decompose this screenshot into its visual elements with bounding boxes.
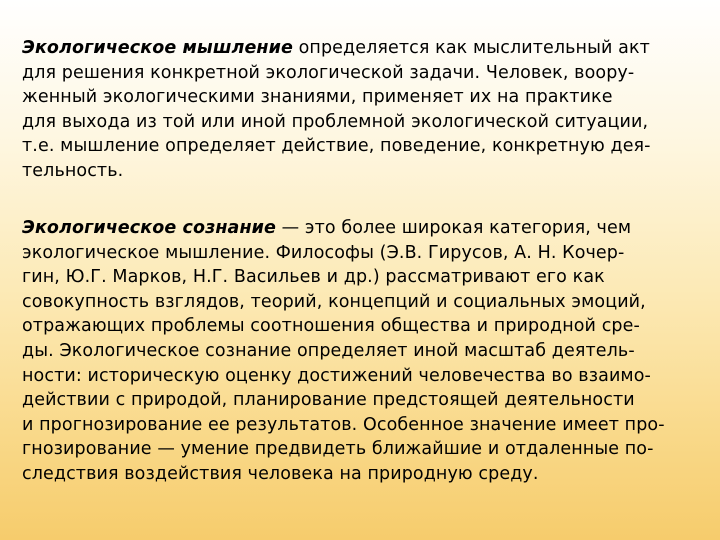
- term-ecological-thinking: Экологическое мышление: [22, 38, 293, 58]
- text-line: действии с природой, планирование предстоящей деятельности: [22, 390, 635, 411]
- text-line: ности: историческую оценку достижений человечества во взаимо-: [22, 365, 651, 386]
- term-ecological-consciousness: Экологическое сознание: [22, 218, 276, 238]
- text-line: гнозирование — умение предвидеть ближайшие и отдаленные по-: [22, 439, 654, 460]
- text-line-content: определяется как мыслительный акт: [292, 38, 650, 58]
- paragraph-ecological-consciousness: [22, 216, 720, 487]
- text-line: совокупность взглядов, теорий, концепций и социальных эмоций,: [22, 291, 646, 312]
- text-line: и прогнозирование ее результатов. Особенное значение имеет про-: [22, 414, 665, 435]
- text-line: [22, 216, 720, 241]
- text-line: следствия воздействия человека на природную среду.: [22, 463, 539, 484]
- text-line: для решения конкретной экологической задачи. Человек, воору-: [22, 62, 635, 83]
- text-line: ды. Экологическое сознание определяет иной масштаб деятель-: [22, 340, 635, 361]
- text-line: [22, 36, 720, 61]
- text-line: отражающих проблемы соотношения общества и природной сре-: [22, 316, 640, 337]
- text-line: для выхода из той или иной проблемной экологической ситуации,: [22, 111, 649, 132]
- text-line: т.е. мышление определяет действие, поведение, конкретную дея-: [22, 136, 651, 157]
- text-line: тельность.: [22, 160, 124, 181]
- text-line: женный экологическими знаниями, применяет их на практике: [22, 87, 613, 108]
- text-line-content: — это более широкая категория, чем: [276, 218, 632, 238]
- text-line: гин, Ю.Г. Марков, Н.Г. Васильев и др.) рассматривают его как: [22, 267, 605, 288]
- text-line: экологическое мышление. Философы (Э.В. Гирусов, А. Н. Кочер-: [22, 242, 625, 263]
- paragraph-ecological-thinking: [22, 36, 720, 184]
